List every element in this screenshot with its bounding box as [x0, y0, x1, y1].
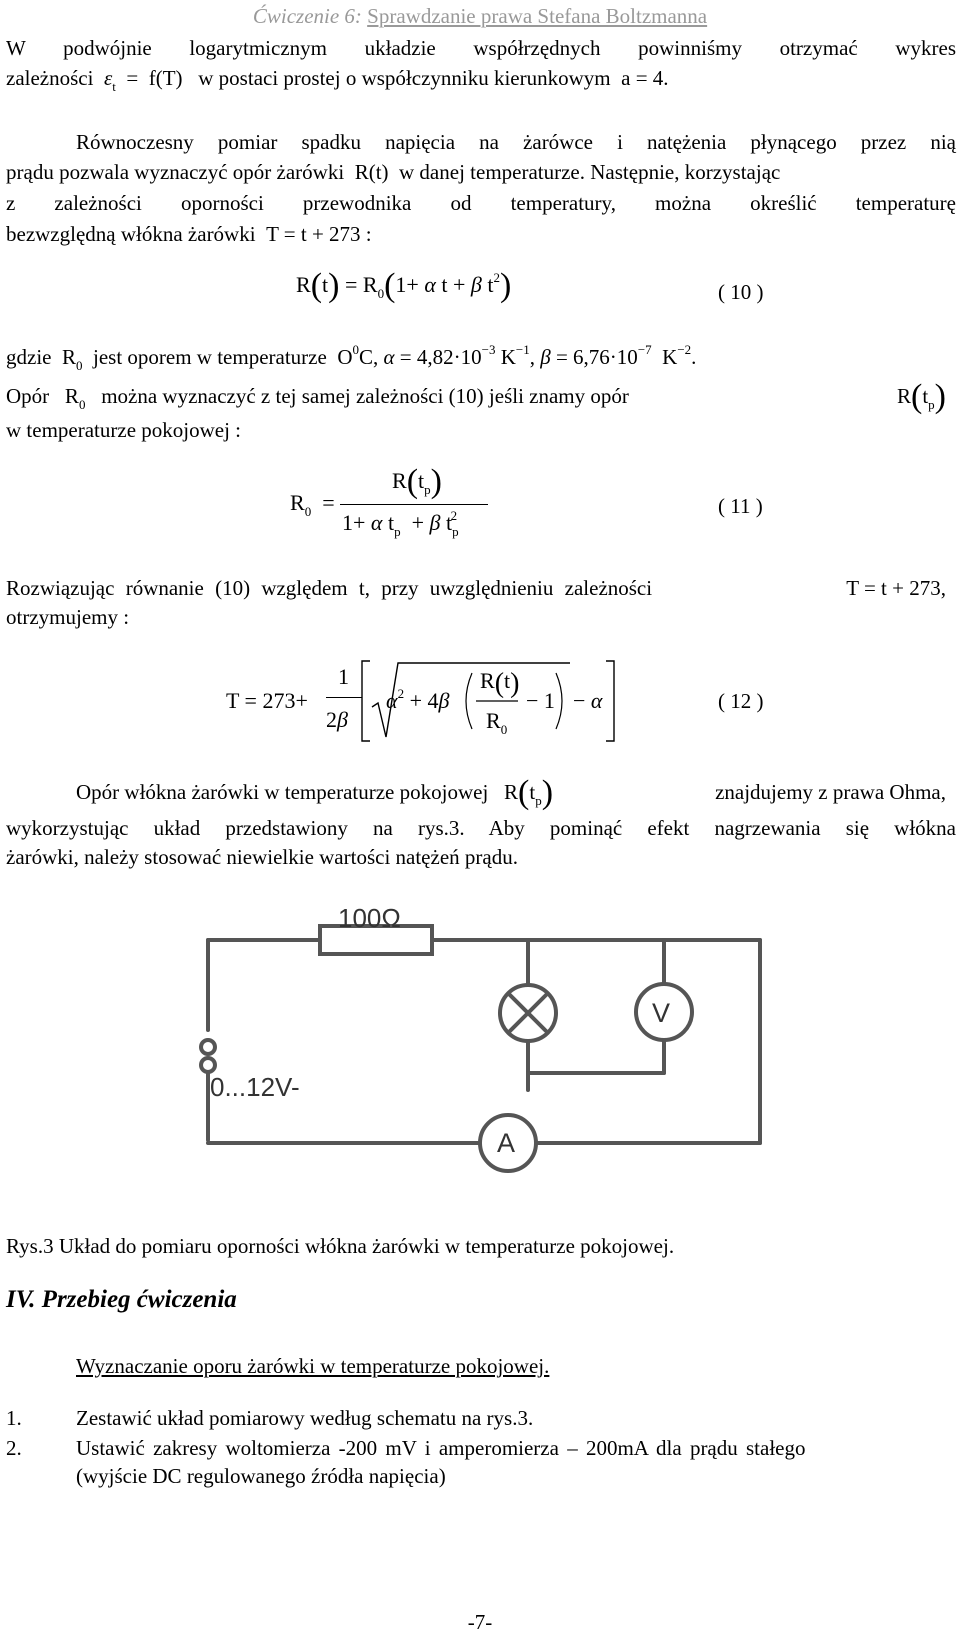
- source-label: 0...12V-: [210, 1072, 300, 1102]
- header-exercise: Ćwiczenie 6:: [252, 4, 362, 28]
- equation-12-lhs: T = 273+: [226, 688, 308, 713]
- section-title: IV. Przebieg ćwiczenia: [6, 1286, 237, 1313]
- equation-11-number: ( 11 ): [718, 494, 763, 518]
- equation-11-fraction-bar: [340, 504, 488, 505]
- source-terminal-top: [201, 1040, 215, 1054]
- list-item-continuation: (wyjście DC regulowanego źródła napięcia): [76, 1464, 446, 1488]
- resistor-label: 100Ω: [338, 903, 401, 933]
- equation-10: $R(t) = R_0(1+ \alpha$ t + β $t^2$): [296, 267, 512, 304]
- circuit-diagram: [0, 890, 960, 1210]
- page-number: -7-: [467, 1610, 493, 1634]
- equation-10-number: ( 10 ): [718, 280, 764, 304]
- para1-line1: W podwójnie logarytmicznym układzie współrzędnych powinniśmy otrzymać wykres: [6, 36, 956, 60]
- list-item: 1. Zestawić układ pomiarowy według schematu na rys.3.: [6, 1406, 534, 1430]
- equation-11-lhs: $R_0$ =: [290, 490, 335, 519]
- para5-line1: Opór włókna żarówki w temperaturze pokojowej $R(t_p)$ znajdujemy z prawa Ohma,: [76, 774, 946, 811]
- para2-line2: prądu pozwala wyznaczyć opór żarówki R(t) w danej temperaturze. Następnie, korzystając: [6, 160, 781, 184]
- source-terminal-bottom: [201, 1058, 215, 1072]
- equation-12-number: ( 12 ): [718, 689, 764, 713]
- para1-line2: zależności $\varepsilon_t = f(T)$ w postaci prostej o współczynniku kierunkowym a = 4.: [6, 66, 669, 94]
- ammeter-label: A: [497, 1128, 516, 1158]
- running-header: [0, 4, 960, 29]
- para5-line2: wykorzystując układ przedstawiony na rys.3. Aby pominąć efekt nagrzewania się włókna: [6, 816, 956, 840]
- formula-epsilon: ε: [103, 66, 113, 90]
- lamp-symbol: [500, 985, 556, 1041]
- para3-line2: Opór $R_0$ można wyznaczyć z tej samej zależności (10) jeśli znamy opór $R(t_p)$: [6, 378, 946, 415]
- equation-11-denominator: 1+ α $t_p + \beta$ $t_p^2$: [342, 508, 459, 539]
- para2-line3: z zależności oporności przewodnika od temperatury, można określić temperaturę: [6, 191, 956, 215]
- para2-line1: Równoczesny pomiar spadku napięcia na żarówce i natężenia płynącego przez nią: [76, 130, 956, 154]
- list-item: 2. Ustawić zakresy woltomierza -200 mV i amperomierza – 200mA dla prądu stałego: [6, 1436, 806, 1460]
- equation-11-numerator: $R(t_p)$: [392, 463, 442, 500]
- section-subtitle: Wyznaczanie oporu żarówki w temperaturze pokojowej.: [76, 1354, 550, 1378]
- para3-line3: w temperaturze pokojowej :: [6, 418, 241, 442]
- voltmeter-label: V: [652, 998, 671, 1028]
- para2-line4: bezwzględną włókna żarówki T = t + 273 :: [6, 222, 372, 246]
- para3-line1: gdzie $R_0$ jest oporem w temperaturze $O^0C$, $\alpha = 4,82\cdot 10^{-3}$ $K^{-1}$, $\beta = 6,76\cdot 10^{-7}$ $K^{-2}$.: [6, 342, 697, 373]
- para4-line1: Rozwiązując równanie (10) względem t, przy uwzględnieniu zależności T = t + 273,: [6, 576, 946, 600]
- para5-line3: żarówki, należy stosować niewielkie wartości natężeń prądu.: [6, 845, 518, 869]
- figure-caption: Rys.3 Układ do pomiaru oporności włókna żarówki w temperaturze pokojowej.: [6, 1234, 675, 1258]
- para4-line2: otrzymujemy :: [6, 605, 130, 629]
- header-title-link[interactable]: Sprawdzanie prawa Stefana Boltzmanna: [367, 4, 708, 28]
